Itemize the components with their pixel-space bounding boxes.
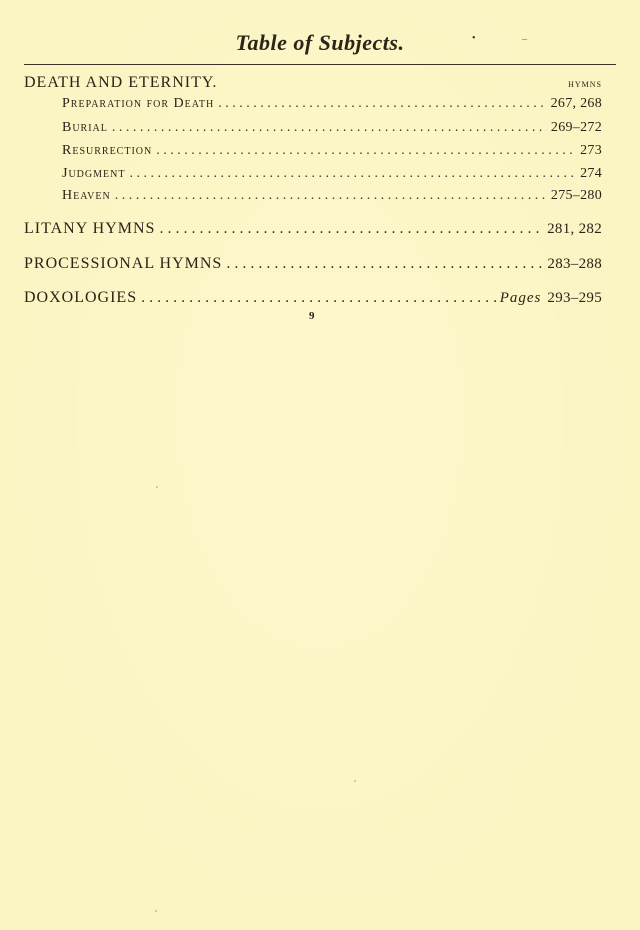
leader-dots: [112, 120, 547, 136]
entry-range: 267, 268: [550, 96, 602, 111]
toc-entry-major[interactable]: [24, 289, 602, 307]
entry-range: 275–280: [550, 188, 602, 203]
leader-dots: [156, 143, 576, 159]
entry-label: Resurrection: [62, 143, 153, 158]
entry-label: Burial: [62, 120, 108, 135]
paper-speck: [155, 910, 157, 912]
entry-range: 274: [580, 166, 602, 181]
toc-entry[interactable]: [62, 143, 602, 159]
leader-dots: [226, 255, 543, 273]
entry-range: 283–288: [547, 256, 602, 272]
entry-range: 281, 282: [547, 221, 602, 237]
leader-dots: [218, 96, 546, 112]
toc-entry-major[interactable]: [24, 255, 602, 273]
entry-label: DOXOLOGIES: [24, 289, 138, 306]
entry-range: 293–295: [547, 290, 602, 306]
leader-dots: [159, 220, 543, 238]
paper-speck: [156, 486, 158, 488]
toc-entry[interactable]: [62, 188, 602, 204]
entry-label: LITANY HYMNS: [24, 220, 156, 237]
leader-dots: [141, 289, 496, 307]
column-label: HYMNS: [568, 80, 602, 89]
entry-label: Heaven: [62, 188, 111, 203]
entry-label: Preparation for Death: [62, 96, 215, 111]
toc-entry-major[interactable]: [24, 220, 602, 238]
paper-speck: [354, 780, 356, 782]
entry-range: 269–272: [550, 120, 602, 135]
entry-range: 273: [580, 143, 602, 158]
section-title: DEATH AND ETERNITY.: [24, 74, 218, 91]
leader-dots: [115, 188, 547, 204]
toc-entry[interactable]: [62, 166, 602, 182]
ornament-mark: –: [522, 34, 527, 45]
leader-dots: [129, 166, 576, 182]
toc-entry[interactable]: [62, 96, 602, 112]
pages-label: Pages: [499, 290, 542, 306]
entry-label: PROCESSIONAL HYMNS: [24, 255, 223, 272]
header-rule: [24, 64, 616, 65]
toc-entry[interactable]: [62, 120, 602, 136]
running-head: Table of Subjects.: [235, 30, 405, 55]
page-folio: 9: [309, 310, 315, 322]
ornament-mark: •: [472, 33, 476, 44]
entry-label: Judgment: [62, 166, 126, 181]
